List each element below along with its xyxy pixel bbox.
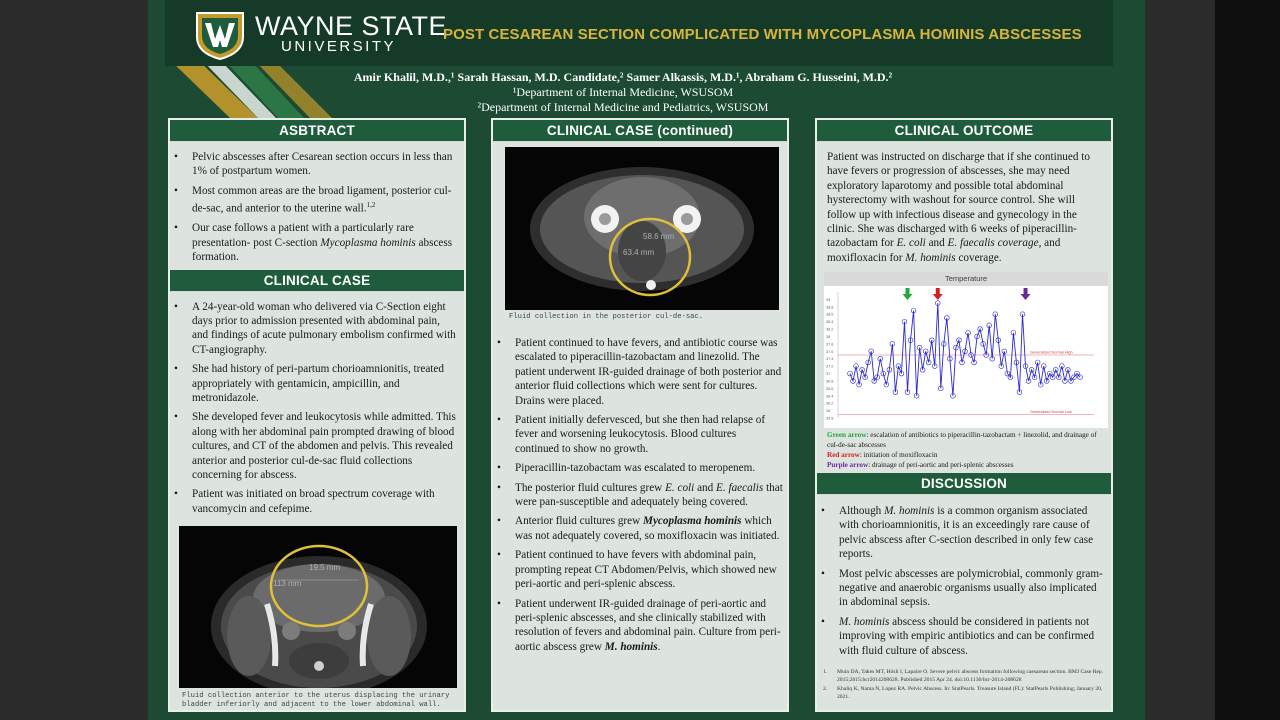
y-tick-label: 36 bbox=[826, 409, 831, 414]
list-item bbox=[190, 221, 456, 264]
department-2: ²Department of Internal Medicine and Pediatrics, WSUSOM bbox=[477, 100, 769, 114]
organism-name: Mycoplasma hominis bbox=[643, 515, 742, 528]
clinical-case-continued-heading: CLINICAL CASE (continued) bbox=[493, 120, 787, 142]
department-1: ¹Department of Internal Medicine, WSUSOM bbox=[512, 85, 734, 99]
y-tick-label: 37.8 bbox=[826, 342, 834, 347]
organism-name: Mycoplasma hominis bbox=[320, 236, 416, 249]
y-tick-label: 38.2 bbox=[826, 327, 834, 332]
legend-text: : drainage of peri-aortic and peri-splenic abscesses bbox=[868, 461, 1014, 469]
image-caption: Fluid collection anterior to the uterus displacing the urinary bladder inferiorly and adjacent to the lower abdominal wall. bbox=[182, 692, 450, 709]
poster-header bbox=[165, 0, 1113, 66]
y-tick-label: 36.2 bbox=[826, 401, 834, 406]
legend-entry-green bbox=[827, 430, 1107, 450]
list-item: • She had history of peri-partum chorioamnionitis, treated appropriately with gentamicin, ampicillin, and metronidazole. bbox=[190, 362, 456, 405]
list-item: • Patient continued to have fevers, and antibiotic course was escalated to piperacillin-tazobactam and linezolid. The patient underwent IR-guided drainage of both posterior and anterior fluid collections which were sent for cultures. Drains were placed. bbox=[513, 336, 783, 408]
chart-legend bbox=[827, 430, 1107, 470]
measurement-label: 19.5 mm bbox=[309, 563, 341, 572]
authors-block bbox=[338, 70, 908, 115]
clinical-case-list bbox=[170, 292, 464, 517]
chart-title: Temperature bbox=[824, 272, 1108, 286]
list-item-text: and bbox=[694, 481, 717, 494]
column-middle bbox=[491, 118, 789, 712]
legend-label-red: Red arrow bbox=[827, 451, 860, 459]
authors-line: Amir Khalil, M.D.,¹ Sarah Hassan, M.D. Candidate,² Samer Alkassis, M.D.¹, Abraham G. Husseini, M.D.² bbox=[353, 70, 893, 84]
legend-text: : initiation of moxifloxacin bbox=[859, 451, 938, 459]
marker-arrow-icon bbox=[906, 288, 910, 294]
y-tick-label: 38.8 bbox=[826, 305, 834, 310]
organism-name: E. coli bbox=[665, 481, 695, 494]
measurement-label: 113 mm bbox=[273, 579, 302, 588]
image-caption: Fluid collection in the posterior cul-de-sac. bbox=[509, 313, 704, 321]
list-item-text: Most common areas are the broad ligament, posterior cul-de-sac, and anterior to the uterine wall. bbox=[192, 184, 452, 215]
discussion-heading: DISCUSSION bbox=[817, 473, 1111, 495]
list-item-text: . bbox=[657, 640, 661, 653]
clinical-outcome-text bbox=[817, 142, 1111, 265]
y-tick-label: 39 bbox=[826, 297, 831, 302]
y-tick-label: 36.4 bbox=[826, 394, 834, 399]
list-item bbox=[190, 184, 456, 217]
y-tick-label: 37.6 bbox=[826, 349, 834, 354]
y-tick-label: 38.6 bbox=[826, 312, 834, 317]
list-item-text: that were pan-susceptible and adequately being covered. bbox=[515, 481, 783, 509]
abstract-list bbox=[170, 142, 464, 265]
left-letterbox bbox=[0, 0, 148, 720]
organism-name: M. hominis bbox=[905, 251, 956, 264]
reference-item bbox=[823, 668, 1107, 684]
reference-number: 1. bbox=[823, 669, 828, 675]
list-item: • Patient was initiated on broad spectrum coverage with vancomycin and cefepime. bbox=[190, 487, 456, 516]
citation-superscript: 1,2 bbox=[366, 201, 376, 210]
list-item: • She developed fever and leukocytosis while admitted. This along with her abdominal pain prompted drawing of blood cultures, and CT of the abdomen and pelvis. This revealed anterior and posterior cul-de-sac fluid collections concerning for abscess. bbox=[190, 410, 456, 482]
ct-image-anterior bbox=[179, 526, 457, 688]
wayne-state-shield-icon bbox=[193, 9, 247, 61]
organism-name: E. coli bbox=[896, 237, 926, 250]
organism-name: M. hominis bbox=[604, 640, 658, 653]
list-item-text: Patient underwent IR-guided drainage of peri-aortic and peri-splenic abscesses, and she clinically stabilized with resolution of fevers and abdominal pain. Culture from peri-aortic abscess grew bbox=[515, 597, 781, 653]
list-item-text: which was not adequately covered, so moxifloxacin was initiated. bbox=[515, 515, 780, 542]
list-item bbox=[513, 514, 783, 543]
reference-text: Muin DA, Takes MT, Hösli I, Lapaire O. Severe pelvic abscess formation following caesarean section. BMJ Case Rep. 2015;2015:bcr2014208628. Published 2015 Apr 24. doi:10.1136/bcr-2014-208628 bbox=[837, 669, 1104, 683]
temperature-point bbox=[1078, 375, 1083, 380]
logo-name: WAYNE STATE bbox=[255, 11, 448, 41]
reference-text: Khaliq K, Nama N, Lopez RA. Pelvic Abscess. In: StatPearls. Treasure Island (FL): StatPearls Publishing; January 20, 2021. bbox=[837, 686, 1103, 700]
temperature-series-line bbox=[850, 303, 1080, 396]
y-tick-label: 35.8 bbox=[826, 416, 834, 421]
legend-label-green: Green arrow bbox=[827, 431, 867, 439]
list-item: • Most pelvic abscesses are polymicrobial, commonly gram-negative and anaerobic organisms usually also implicated in abdominal sepsis. bbox=[837, 567, 1107, 610]
clinical-case-continued-list bbox=[493, 328, 791, 659]
measurement-label: 63.4 mm bbox=[623, 248, 655, 257]
reference-line-label: Generalized Normal High bbox=[1030, 350, 1073, 355]
measurement-label: 58.6 mm bbox=[643, 232, 675, 241]
list-item-text: The posterior fluid cultures grew bbox=[515, 481, 666, 494]
legend-entry-red bbox=[827, 450, 1107, 460]
y-tick-label: 38.4 bbox=[826, 320, 834, 325]
list-item-text: Although bbox=[839, 505, 885, 517]
y-tick-label: 37 bbox=[826, 372, 831, 377]
abstract-heading: ASBTRACT bbox=[170, 120, 464, 142]
legend-label-purple: Purple arrow bbox=[827, 461, 869, 469]
list-item-text: is a common organism associated with chorioamnionitis, it is an exceedingly rare cause of pelvic abscess after C-section described in only few case reports. bbox=[839, 505, 1094, 561]
outcome-text: Patient was instructed on discharge that if she continued to have fevers or progression of abscesses, she may need exploratory laparotomy and possible total abdominal hysterectomy with washout for source control. She will follow up with infectious disease and gynecology in the clinic. She was discharged with 6 weeks of piperacillin-tazobactam for bbox=[827, 151, 1090, 250]
list-item-text: Anterior fluid cultures grew bbox=[515, 515, 643, 528]
outcome-text: coverage. bbox=[955, 251, 1002, 264]
logo-subtitle: UNIVERSITY bbox=[281, 38, 397, 55]
ct-image-posterior bbox=[505, 147, 779, 310]
outcome-text: , and moxifloxacin for bbox=[827, 237, 1061, 264]
chevron-decoration-icon bbox=[158, 60, 358, 120]
reference-number: 2. bbox=[823, 686, 828, 692]
y-tick-label: 37.4 bbox=[826, 357, 834, 362]
list-item: • A 24-year-old woman who delivered via C-Section eight days prior to admission presented with abdominal pain, and findings of acute pulmonary embolism confirmed with CT-angiography. bbox=[190, 300, 456, 358]
list-item bbox=[837, 504, 1107, 562]
organism-name: M. hominis bbox=[884, 505, 935, 517]
legend-entry-purple bbox=[827, 460, 1107, 470]
outcome-text: and bbox=[925, 237, 948, 250]
poster-title: POST CESAREAN SECTION COMPLICATED WITH MYCOPLASMA HOMINIS ABSCESSES bbox=[443, 26, 1082, 43]
reference-line-label: Generalized Normal Low bbox=[1030, 409, 1072, 414]
poster bbox=[148, 0, 1145, 720]
y-tick-label: 38 bbox=[826, 334, 831, 339]
column-right bbox=[815, 118, 1113, 712]
list-item-text: abscess formation. bbox=[192, 236, 453, 264]
list-item: • Patient continued to have fevers with abdominal pain, prompting repeat CT Abdomen/Pelvis, which showed new peri-aortic and peri-splenic abscess. bbox=[513, 548, 783, 591]
organism-name: E. faecalis bbox=[716, 481, 764, 494]
clinical-case-heading: CLINICAL CASE bbox=[170, 270, 464, 292]
list-item-text: Our case follows a patient with a particularly rare presentation- post C-section bbox=[192, 222, 414, 249]
marker-arrow-icon bbox=[1024, 288, 1028, 294]
organism-name: M. hominis bbox=[839, 615, 890, 628]
discussion-list bbox=[817, 496, 1115, 663]
references-list bbox=[817, 668, 1115, 702]
marker-arrow-icon bbox=[936, 288, 940, 294]
right-letterbox bbox=[1145, 0, 1215, 720]
marker-arrow-icon bbox=[903, 294, 913, 300]
y-tick-label: 37.2 bbox=[826, 364, 834, 369]
y-tick-label: 36.8 bbox=[826, 379, 834, 384]
column-left bbox=[168, 118, 466, 712]
clinical-outcome-heading: CLINICAL OUTCOME bbox=[817, 120, 1111, 142]
ct-scan-graphic bbox=[179, 526, 457, 688]
list-item bbox=[513, 597, 783, 655]
marker-arrow-icon bbox=[933, 294, 943, 300]
y-tick-label: 36.6 bbox=[826, 386, 834, 391]
list-item bbox=[837, 615, 1107, 658]
ct-scan-graphic bbox=[505, 147, 779, 310]
list-item: • Pelvic abscesses after Cesarean section occurs in less than 1% of postpartum women. bbox=[190, 150, 456, 179]
list-item: • Patient initially defervesced, but she then had relapse of fever and worsening leukocytosis. Blood cultures continued to show no growth. bbox=[513, 413, 783, 456]
list-item-text: abscess should be considered in patients not improving with empiric antibiotics and can be confirmed with fluid culture of abscess. bbox=[839, 615, 1095, 657]
temperature-plot bbox=[824, 286, 1108, 428]
legend-text: : escalation of antibiotics to piperacillin-tazobactam + linezolid, and drainage of cul-de-sac abscesses bbox=[827, 431, 1097, 449]
temperature-chart bbox=[824, 272, 1108, 428]
list-item bbox=[513, 481, 783, 510]
organism-name: E. faecalis coverage bbox=[947, 237, 1039, 250]
marker-arrow-icon bbox=[1021, 294, 1031, 300]
list-item: • Piperacillin-tazobactam was escalated to meropenem. bbox=[513, 461, 783, 475]
reference-item bbox=[823, 685, 1107, 701]
